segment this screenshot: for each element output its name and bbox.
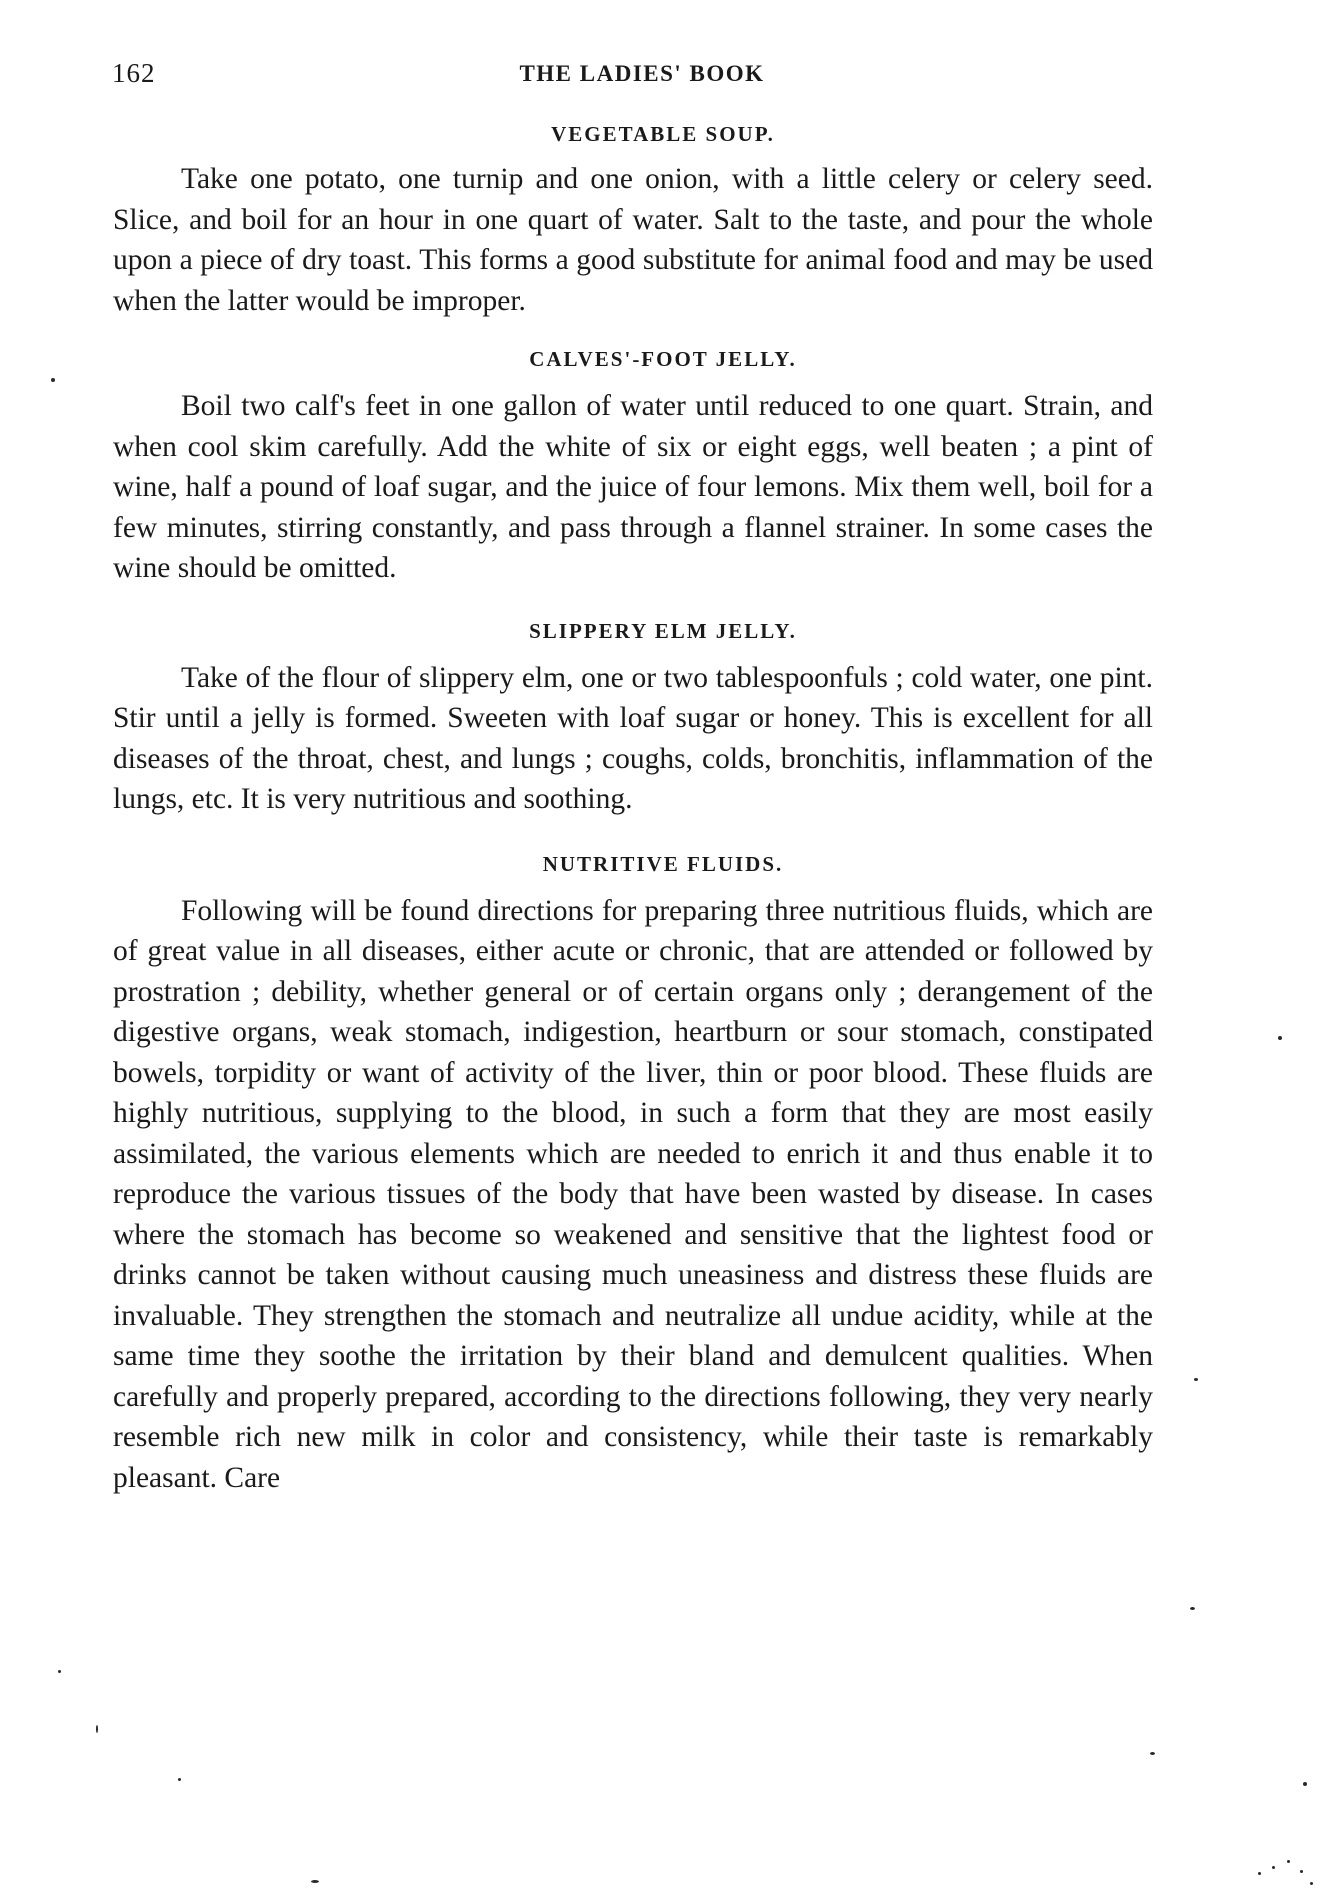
scan-speck — [178, 1778, 181, 1781]
paragraph-nutritive-fluids: Following will be found directions for preparing three nutritious fluids, which are of great value in all diseases, either acute or chronic, that are attended or followed by prostration ; debility, whether general or of certain organs only ; derangement of the digestive organs, weak stomach, indigestion, heartburn or sour stomach, constipated bowels, torpidity or want of activity of the liver, thin or poor blood. These fluids are highly nutritious, supplying to the blood, in such a form that they are most easily assimilated, the various elements which are needed to enrich it and thus enable it to reproduce the various tissues of the body that have been wasted by disease. In cases where the stomach has become so weakened and sensitive that the lightest food or drinks cannot be taken without causing much uneasiness and distress these fluids are invaluable. They strengthen the stomach and neutralize all undue acidity, while at the same time they soothe the irritation by their bland and demulcent qualities. When carefully and properly prepared, according to the directions following, they very nearly resemble rich new milk in color and consistency, while their taste is remarkably pleasant. Care — [113, 894, 1153, 1494]
section-heading-vegetable-soup: VEGETABLE SOUP. — [551, 122, 775, 146]
scan-speck — [1258, 1872, 1261, 1875]
scan-speck — [1190, 1607, 1195, 1610]
paragraph-calves-foot-jelly: Boil two calf's feet in one gallon of water until reduced to one quart. Strain, and when cool skim carefully. Add the white of six or eight eggs, well beaten ; a pint of wine, half a pound of loaf sugar, and the juice of four lemons. Mix them well, boil for a few minutes, stirring constantly, and pass through a flannel strainer. In some cases the wine should be omitted. — [113, 390, 1153, 584]
scan-speck — [96, 1725, 98, 1733]
scan-speck — [1272, 1866, 1275, 1869]
section-heading-calves-foot-jelly: CALVES'-FOOT JELLY. — [529, 347, 797, 371]
scan-speck — [1194, 1378, 1198, 1381]
scan-speck — [1300, 1870, 1303, 1873]
scan-speck — [1150, 1752, 1155, 1755]
scan-speck — [51, 378, 55, 382]
scan-speck — [1303, 1782, 1307, 1786]
scan-speck — [1287, 1860, 1290, 1863]
running-header — [112, 58, 1152, 92]
page-number: 162 — [112, 58, 156, 88]
section-heading-slippery-elm-jelly: SLIPPERY ELM JELLY. — [529, 618, 797, 643]
scan-speck — [58, 1670, 61, 1673]
paragraph-vegetable-soup: Take one potato, one turnip and one onion, with a little celery or celery seed. Slice, and boil for an hour in one quart of water. Salt to the taste, and pour the whole upon a piece of dry toast. This forms a good substitute for animal food and may be used when the latter would be improper. — [113, 163, 1153, 317]
section-heading-nutritive-fluids: NUTRITIVE FLUIDS. — [542, 851, 784, 876]
paragraph-slippery-elm-jelly: Take of the flour of slippery elm, one or two tablespoonfuls ; cold water, one pint. Stir until a jelly is formed. Sweeten with loaf sugar or honey. This is excellent for all diseases of the throat, chest, and lungs ; coughs, colds, bronchitis, inflammation of the lungs, etc. It is very nutritious and soothing. — [113, 661, 1153, 815]
scan-speck — [1310, 1882, 1313, 1885]
running-title: THE LADIES' BOOK — [519, 61, 765, 86]
scan-speck — [311, 1880, 319, 1883]
scan-speck — [1278, 1036, 1282, 1040]
page-content — [113, 122, 1153, 1498]
